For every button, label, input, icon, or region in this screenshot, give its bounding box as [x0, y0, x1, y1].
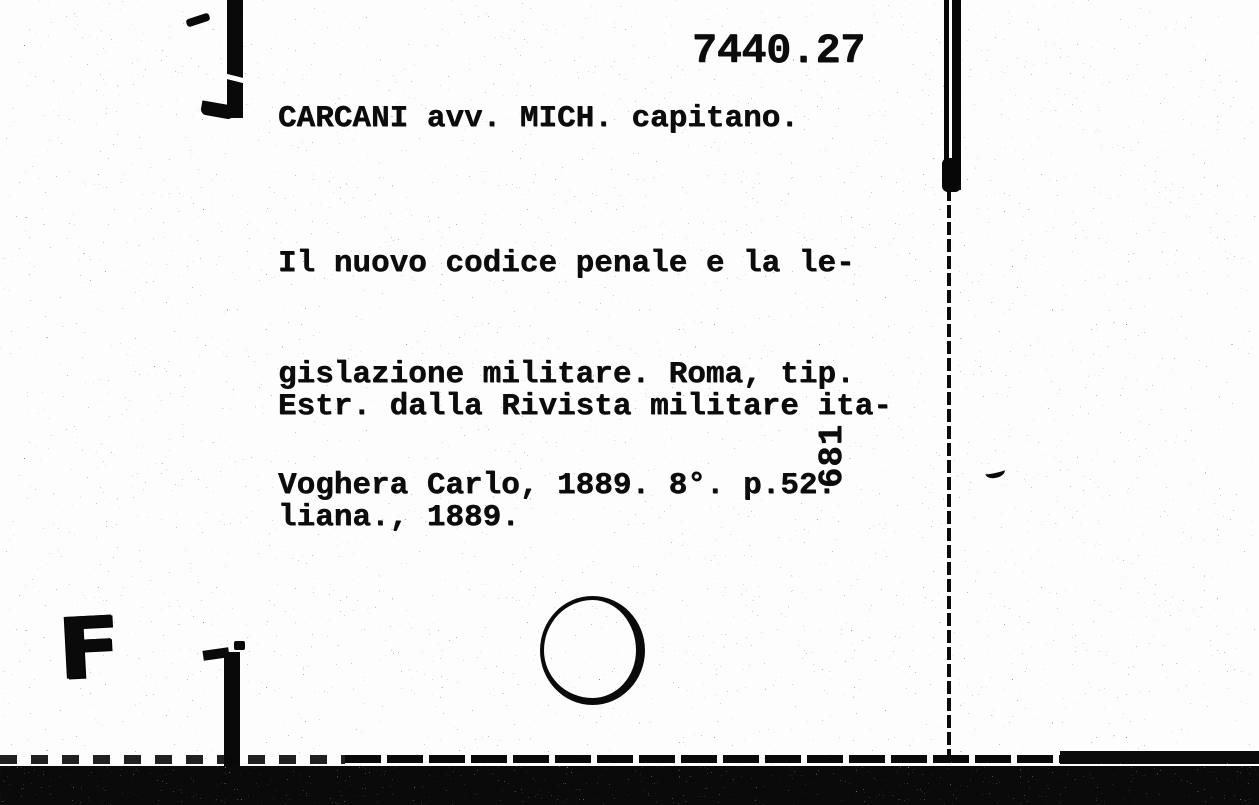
bottom-edge-shadow-corner: [1060, 751, 1259, 764]
scan-speck-dash: [185, 12, 210, 27]
hole-punch-circle-icon: [540, 596, 645, 705]
call-number: 7440.27: [692, 27, 865, 75]
bottom-edge-shadow-left: [0, 755, 345, 764]
tray-letter-stamp: F: [55, 597, 124, 700]
scan-speck-curve: [984, 464, 1006, 480]
card-edge-mark-top-left: [227, 0, 243, 118]
card-edge-line-right-dashed: [947, 188, 951, 766]
imprint-line: Voghera Carlo, 1889. 8°. p.52.: [278, 468, 837, 503]
note-line: Estr. dalla Rivista militare ita-: [278, 389, 892, 424]
card-edge-line-right-blob: [942, 158, 961, 192]
imprint-line: gislazione militare. Roma, tip.: [278, 357, 855, 392]
note-line: liana., 1889.: [278, 500, 520, 535]
card-edge-mark-bottom-left-blob: [234, 641, 245, 650]
accession-number-stamp: 681: [814, 423, 852, 489]
scan-bottom-band: [0, 766, 1259, 805]
author-heading: CARCANI avv. MICH. capitano.: [278, 101, 799, 136]
note-paragraph: [278, 314, 892, 610]
imprint-line: Il nuovo codice penale e la le-: [278, 246, 855, 281]
